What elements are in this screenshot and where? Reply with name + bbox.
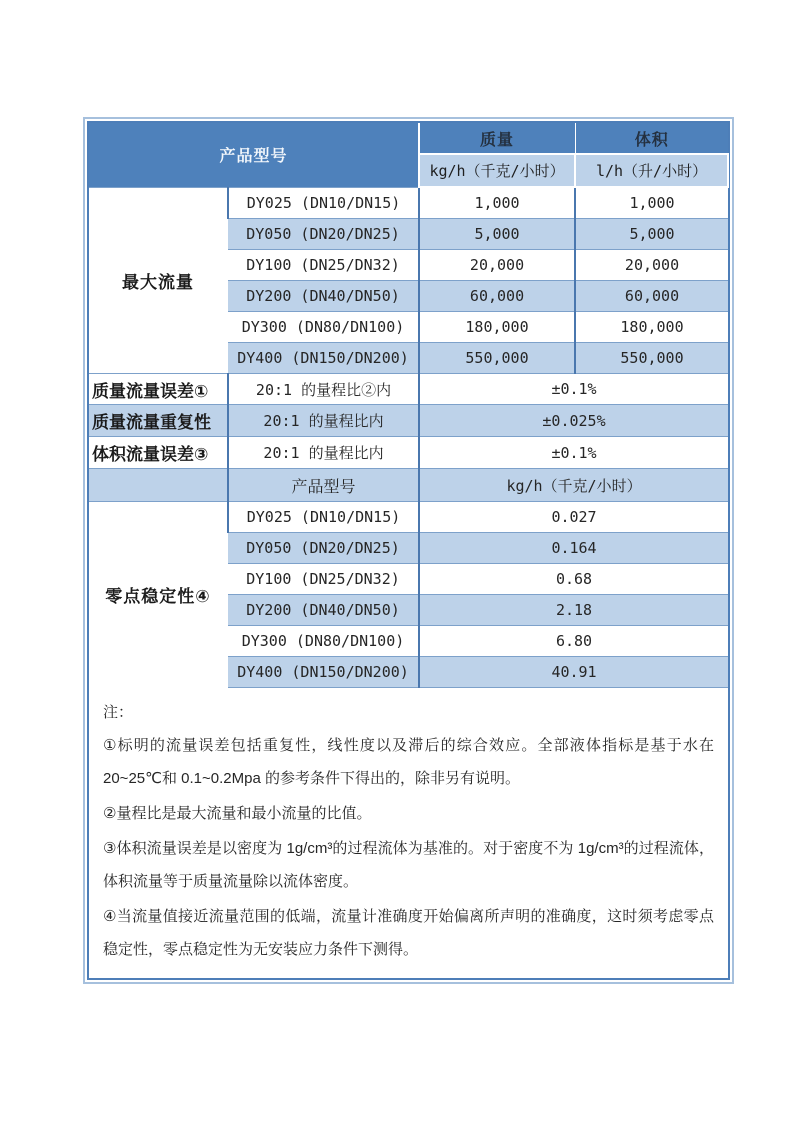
header-product-model xyxy=(89,123,419,187)
volume-cell: 550,000 xyxy=(575,343,728,374)
model-cell: DY050 (DN20/DN25) xyxy=(228,219,419,250)
spec-value: ±0.1% xyxy=(419,374,728,405)
table-row xyxy=(89,502,728,533)
mass-cell: 5,000 xyxy=(419,219,575,250)
spec-condition: 20:1 的量程比内 xyxy=(228,405,419,437)
model-cell: DY300 (DN80/DN100) xyxy=(228,312,419,343)
spec-label: 质量流量误差① xyxy=(89,374,228,405)
header-row-1 xyxy=(89,123,728,154)
spec-condition: 20:1 的量程比②内 xyxy=(228,374,419,405)
mass-cell: 60,000 xyxy=(419,281,575,312)
spec-label: 质量流量重复性 xyxy=(89,405,228,437)
spec-label: 体积流量误差③ xyxy=(89,437,228,469)
value-cell: 40.91 xyxy=(419,657,728,688)
header-mass: 质量 xyxy=(419,123,575,154)
value-cell: 0.027 xyxy=(419,502,728,533)
document-frame xyxy=(83,117,734,984)
model-cell: DY025 (DN10/DN15) xyxy=(228,187,419,219)
zero-stability-label: 零点稳定性④ xyxy=(89,502,228,688)
header-volume-unit: l/h（升/小时） xyxy=(575,154,728,187)
volume-cell: 1,000 xyxy=(575,187,728,219)
mass-cell: 1,000 xyxy=(419,187,575,219)
spec-row xyxy=(89,405,728,437)
second-header-row xyxy=(89,469,728,502)
value-cell: 0.68 xyxy=(419,564,728,595)
volume-cell: 5,000 xyxy=(575,219,728,250)
second-header-model: 产品型号 xyxy=(228,469,419,502)
spec-condition: 20:1 的量程比内 xyxy=(228,437,419,469)
model-cell: DY200 (DN40/DN50) xyxy=(228,281,419,312)
note-item-1: ①标明的流量误差包括重复性，线性度以及滞后的综合效应。全部液体指标是基于水在20~25℃和 0.1~0.2Mpa 的参考条件下得出的，除非另有说明。 xyxy=(103,737,714,787)
table-row xyxy=(89,187,728,219)
value-cell: 2.18 xyxy=(419,595,728,626)
volume-cell: 60,000 xyxy=(575,281,728,312)
mass-cell: 180,000 xyxy=(419,312,575,343)
model-cell: DY300 (DN80/DN100) xyxy=(228,626,419,657)
spec-row xyxy=(89,437,728,469)
second-header-spacer xyxy=(89,469,228,502)
model-cell: DY400 (DN150/DN200) xyxy=(228,657,419,688)
spec-value: ±0.025% xyxy=(419,405,728,437)
spec-table xyxy=(89,123,729,688)
header-product-model-label: 产品型号 xyxy=(219,148,288,166)
header-mass-unit: kg/h（千克/小时） xyxy=(419,154,575,187)
document-frame-inner xyxy=(87,121,730,980)
spec-value: ±0.1% xyxy=(419,437,728,469)
model-cell: DY100 (DN25/DN32) xyxy=(228,250,419,281)
max-flow-label: 最大流量 xyxy=(89,187,228,374)
value-cell: 0.164 xyxy=(419,533,728,564)
second-header-unit: kg/h（千克/小时） xyxy=(419,469,728,502)
model-cell: DY100 (DN25/DN32) xyxy=(228,564,419,595)
model-cell: DY200 (DN40/DN50) xyxy=(228,595,419,626)
volume-cell: 180,000 xyxy=(575,312,728,343)
notes-title: 注： xyxy=(103,704,134,721)
note-item-2: ②量程比是最大流量和最小流量的比值。 xyxy=(103,805,372,822)
volume-cell: 20,000 xyxy=(575,250,728,281)
mass-cell: 550,000 xyxy=(419,343,575,374)
header-volume: 体积 xyxy=(575,123,728,154)
notes-section xyxy=(89,688,728,978)
note-item-3: ③体积流量误差是以密度为 1g/cm³的过程流体为基准的。对于密度不为 1g/cm³的过程流体，体积流量等于质量流量除以流体密度。 xyxy=(103,840,714,890)
model-cell: DY025 (DN10/DN15) xyxy=(228,502,419,533)
note-item-4: ④当流量值接近流量范围的低端，流量计准确度开始偏离所声明的准确度，这时须考虑零点稳定性，零点稳定性为无安装应力条件下测得。 xyxy=(103,908,714,958)
value-cell: 6.80 xyxy=(419,626,728,657)
spec-row xyxy=(89,374,728,405)
mass-cell: 20,000 xyxy=(419,250,575,281)
model-cell: DY050 (DN20/DN25) xyxy=(228,533,419,564)
model-cell: DY400 (DN150/DN200) xyxy=(228,343,419,374)
